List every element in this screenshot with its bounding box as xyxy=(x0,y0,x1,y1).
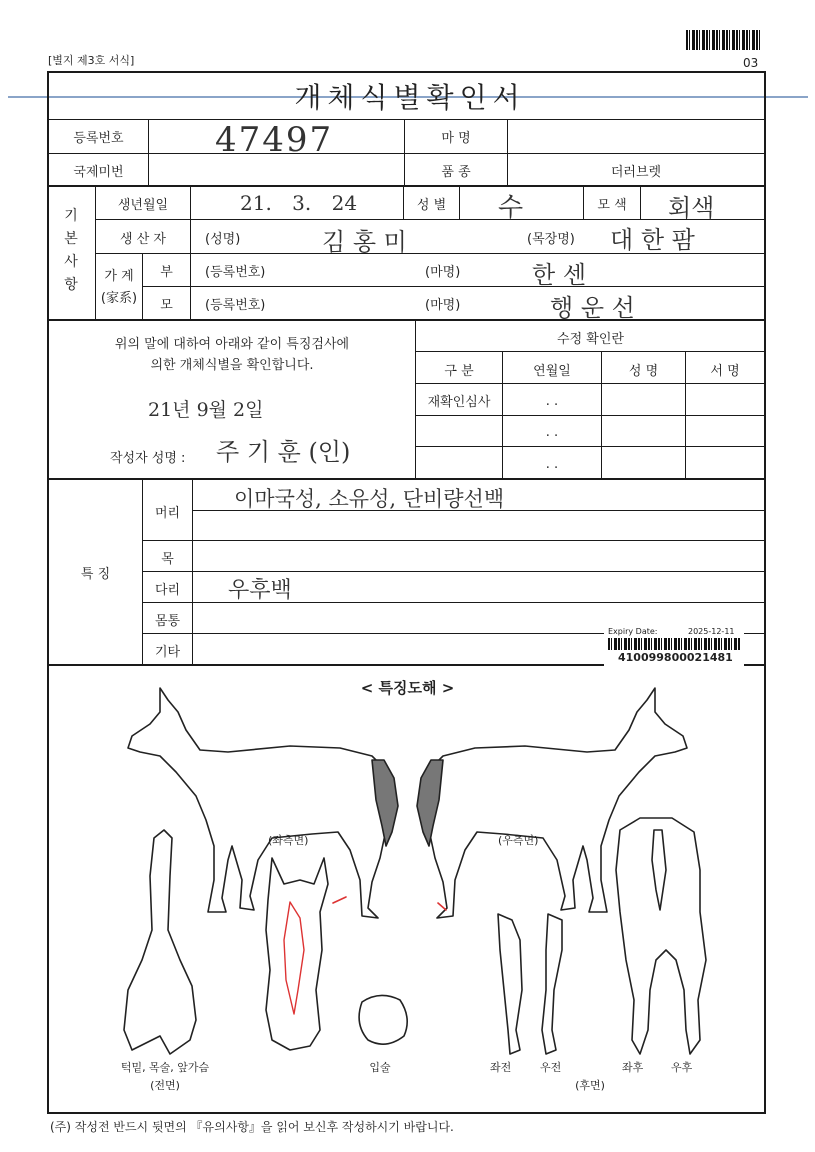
front-caption1: 턱밑, 목술, 앞가슴 xyxy=(120,1061,210,1074)
confirm-date: 21년 9월 2일 xyxy=(148,399,264,421)
producer-label: 생 산 자 xyxy=(120,232,166,247)
writer-value: 주 기 훈 (인) xyxy=(216,438,351,466)
rear-caption: (후면) xyxy=(575,1079,605,1092)
expiry-value: 2025-12-11 xyxy=(688,627,735,636)
diagram-title: < 특징도해 > xyxy=(360,679,455,697)
farm-value: 대 한 팜 xyxy=(610,226,695,254)
front-neck-view xyxy=(124,830,196,1054)
right-side-horse xyxy=(423,688,687,918)
head-label: 머리 xyxy=(154,506,181,521)
expiry-sticker xyxy=(604,626,744,666)
sticker-barcode xyxy=(608,638,740,650)
sire-reg-hint: (등록번호) xyxy=(205,265,266,280)
farm-hint: (목장명) xyxy=(527,232,575,247)
features-section-label: 특 징 xyxy=(80,567,111,582)
legs-label: 다리 xyxy=(154,583,181,598)
left-side-caption: (좌측면) xyxy=(268,834,309,847)
col-type: 구 분 xyxy=(444,364,474,379)
horse-name-label: 마 명 xyxy=(441,131,471,146)
page-code: 03 xyxy=(743,56,759,70)
top-barcode xyxy=(686,30,760,50)
head-value: 이마국성, 소유성, 단비량선백 xyxy=(234,487,505,511)
body-label: 몸통 xyxy=(154,614,181,629)
left-side-horse xyxy=(128,688,392,918)
reg-no-value: 47497 xyxy=(215,120,334,160)
writer-label: 작성자 성명 : xyxy=(110,451,186,466)
rear-view xyxy=(616,818,706,1054)
form-number: [별지 제3호 서식] xyxy=(48,54,135,67)
left-side-tail xyxy=(372,760,398,846)
breed-value: 더러브렛 xyxy=(610,165,662,180)
col-date: 연월일 xyxy=(533,364,571,379)
rh-caption: 우후 xyxy=(671,1061,693,1074)
birth-value: 21. 3. 24 xyxy=(240,191,358,215)
color-value: 회색 xyxy=(668,194,715,222)
row2-date: . . xyxy=(545,425,559,440)
producer-name-hint: (성명) xyxy=(205,232,241,247)
neck-label: 목 xyxy=(161,552,174,567)
birth-label: 생년월일 xyxy=(117,198,169,213)
rf-caption: 우전 xyxy=(540,1061,562,1074)
front-caption2: (전면) xyxy=(150,1079,180,1092)
row1-date: . . xyxy=(545,394,559,409)
lineage-label: 가 계 (家系) xyxy=(100,269,138,306)
dam-label: 모 xyxy=(160,298,173,313)
front-legs-view xyxy=(498,914,562,1054)
sire-name-hint: (마명) xyxy=(425,265,461,280)
blaze-marking xyxy=(284,902,304,1014)
producer-value: 김 홍 미 xyxy=(322,228,407,256)
basic-section-label: 기 본 사 항 xyxy=(64,208,78,293)
statement-line1: 위의 말에 대하여 아래와 같이 특징검사에 xyxy=(114,337,350,352)
lf-caption: 좌전 xyxy=(490,1061,512,1074)
dam-reg-hint: (등록번호) xyxy=(205,298,266,313)
color-label: 모 색 xyxy=(597,198,627,213)
dam-name: 행 운 선 xyxy=(550,294,635,322)
col-sign: 서 명 xyxy=(710,364,740,379)
sex-value: 수 xyxy=(498,193,524,223)
document-title: 개체식별확인서 xyxy=(294,81,526,114)
other-label: 기타 xyxy=(154,645,181,660)
sire-name: 한 센 xyxy=(532,261,586,289)
breed-label: 품 종 xyxy=(441,165,471,180)
right-side-caption: (우측면) xyxy=(498,834,539,847)
reg-no-label: 등록번호 xyxy=(73,131,124,146)
head-front-view xyxy=(266,858,328,1050)
intl-no-label: 국제미번 xyxy=(73,165,124,180)
statement-line2: 의한 개체식별을 확인합니다. xyxy=(150,358,314,373)
row1-type: 재확인심사 xyxy=(427,395,491,410)
rear-tail xyxy=(652,830,666,910)
sticker-code: 410099800021481 xyxy=(618,651,733,664)
muzzle-caption: 입술 xyxy=(369,1061,391,1074)
sire-label: 부 xyxy=(160,265,173,280)
lh-caption: 좌후 xyxy=(622,1061,644,1074)
sex-label: 성 별 xyxy=(416,198,447,213)
footer-note: (주) 작성전 반드시 뒷면의 『유의사항』을 읽어 보신후 작성하시기 바랍니다. xyxy=(50,1120,454,1134)
right-side-tail xyxy=(417,760,443,846)
col-name: 성 명 xyxy=(628,364,659,379)
dam-name-hint: (마명) xyxy=(425,298,461,313)
row3-date: . . xyxy=(545,457,559,472)
legs-value: 우후백 xyxy=(228,578,292,603)
expiry-label: Expiry Date: xyxy=(608,627,658,636)
revision-title: 수정 확인란 xyxy=(557,332,624,347)
muzzle-view xyxy=(359,995,407,1044)
